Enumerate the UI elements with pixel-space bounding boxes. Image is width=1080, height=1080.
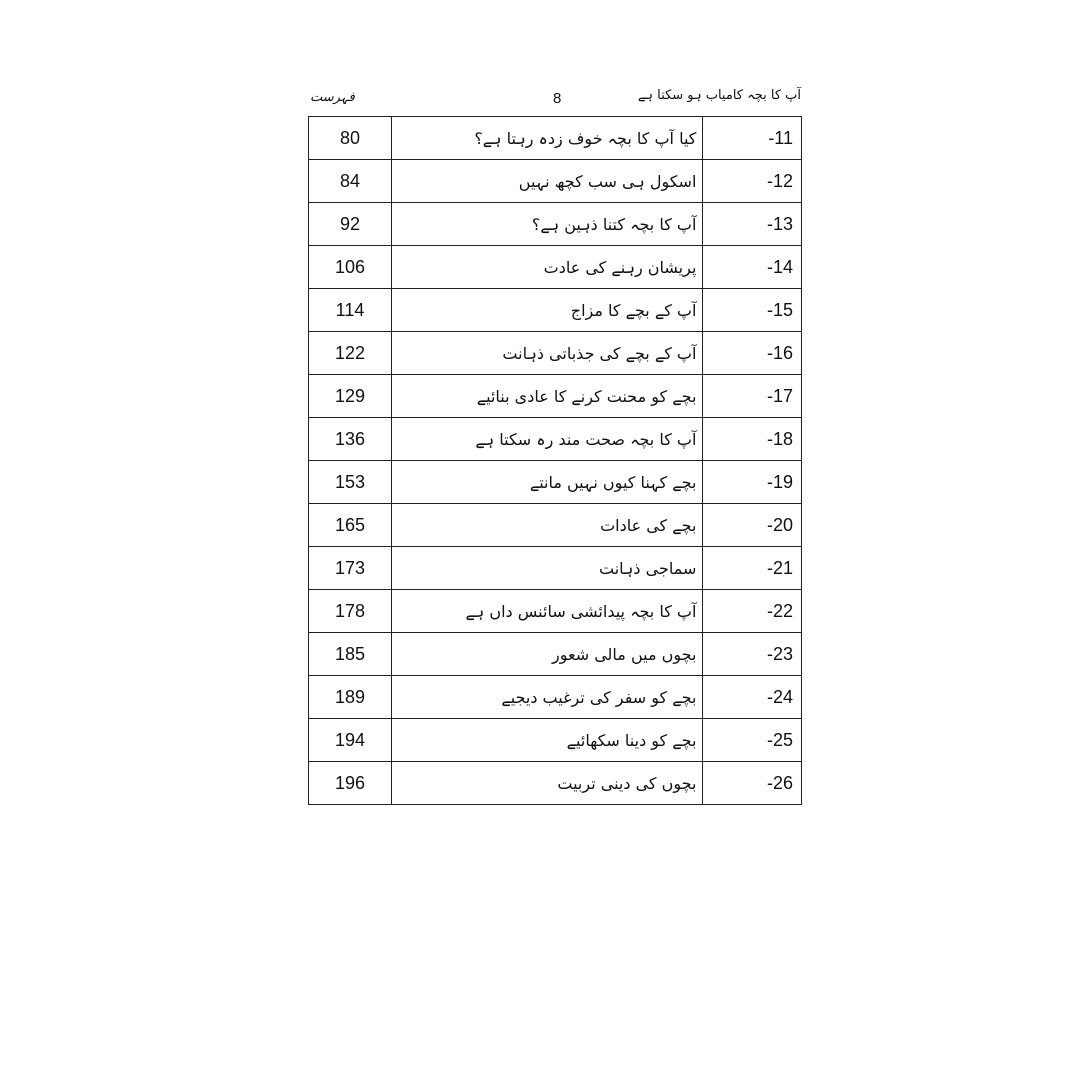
toc-chapter-number: -15: [703, 289, 802, 332]
toc-row: [309, 719, 802, 762]
toc-row: [309, 547, 802, 590]
toc-chapter-number: -25: [703, 719, 802, 762]
toc-chapter-title: بچے کو سفر کی ترغیب دیجیے: [392, 676, 703, 719]
toc-chapter-title: پریشان رہنے کی عادت: [392, 246, 703, 289]
toc-page-number: 84: [309, 160, 392, 203]
toc-chapter-title: کیا آپ کا بچہ خوف زدہ رہتا ہے؟: [392, 117, 703, 160]
toc-chapter-title: اسکول ہی سب کچھ نہیں: [392, 160, 703, 203]
toc-row: [309, 461, 802, 504]
toc-chapter-number: -21: [703, 547, 802, 590]
toc-chapter-number: -18: [703, 418, 802, 461]
toc-chapter-number: -24: [703, 676, 802, 719]
toc-row: [309, 676, 802, 719]
toc-row: [309, 633, 802, 676]
toc-chapter-title: آپ کا بچہ صحت مند رہ سکتا ہے: [392, 418, 703, 461]
toc-row: [309, 160, 802, 203]
toc-page-number: 136: [309, 418, 392, 461]
toc-row: [309, 117, 802, 160]
toc-chapter-number: -11: [703, 117, 802, 160]
toc-row: [309, 246, 802, 289]
book-title: آپ کا بچہ کامیاب ہو سکتا ہے: [637, 88, 801, 103]
toc-chapter-title: آپ کا بچہ کتنا ذہین ہے؟: [392, 203, 703, 246]
toc-chapter-number: -13: [703, 203, 802, 246]
toc-page-number: 189: [309, 676, 392, 719]
toc-chapter-number: -22: [703, 590, 802, 633]
toc-page-number: 185: [309, 633, 392, 676]
toc-chapter-title: سماجی ذہانت: [392, 547, 703, 590]
toc-chapter-number: -16: [703, 332, 802, 375]
toc-chapter-number: -12: [703, 160, 802, 203]
toc-row: [309, 332, 802, 375]
toc-chapter-number: -26: [703, 762, 802, 805]
toc-page-number: 122: [309, 332, 392, 375]
toc-page-number: 92: [309, 203, 392, 246]
toc-chapter-number: -20: [703, 504, 802, 547]
toc-page-number: 129: [309, 375, 392, 418]
section-title: فہرست: [310, 90, 355, 105]
toc-chapter-title: بچے کی عادات: [392, 504, 703, 547]
toc-page-number: 165: [309, 504, 392, 547]
toc-row: [309, 418, 802, 461]
toc-page-number: 80: [309, 117, 392, 160]
toc-chapter-number: -17: [703, 375, 802, 418]
toc-row: [309, 203, 802, 246]
toc-chapter-title: آپ کے بچے کا مزاج: [392, 289, 703, 332]
toc-chapter-title: بچے کہنا کیوں نہیں مانتے: [392, 461, 703, 504]
page-header: [308, 88, 801, 114]
toc-row: [309, 762, 802, 805]
page-number: 8: [553, 90, 562, 107]
toc-row: [309, 590, 802, 633]
toc-row: [309, 289, 802, 332]
toc-chapter-number: -14: [703, 246, 802, 289]
toc-row: [309, 504, 802, 547]
toc-page-number: 153: [309, 461, 392, 504]
toc-chapter-title: بچوں کی دینی تربیت: [392, 762, 703, 805]
toc-chapter-number: -19: [703, 461, 802, 504]
toc-chapter-title: بچوں میں مالی شعور: [392, 633, 703, 676]
toc-page-number: 196: [309, 762, 392, 805]
toc-page-number: 106: [309, 246, 392, 289]
toc-chapter-title: آپ کے بچے کی جذباتی ذہانت: [392, 332, 703, 375]
toc-chapter-title: آپ کا بچہ پیدائشی سائنس داں ہے: [392, 590, 703, 633]
toc-chapter-number: -23: [703, 633, 802, 676]
toc-chapter-title: بچے کو محنت کرنے کا عادی بنائیے: [392, 375, 703, 418]
toc-page-number: 173: [309, 547, 392, 590]
toc-page-number: 194: [309, 719, 392, 762]
toc-row: [309, 375, 802, 418]
toc-page-number: 114: [309, 289, 392, 332]
table-of-contents: [308, 116, 802, 805]
toc-page-number: 178: [309, 590, 392, 633]
toc-chapter-title: بچے کو دینا سکھائیے: [392, 719, 703, 762]
